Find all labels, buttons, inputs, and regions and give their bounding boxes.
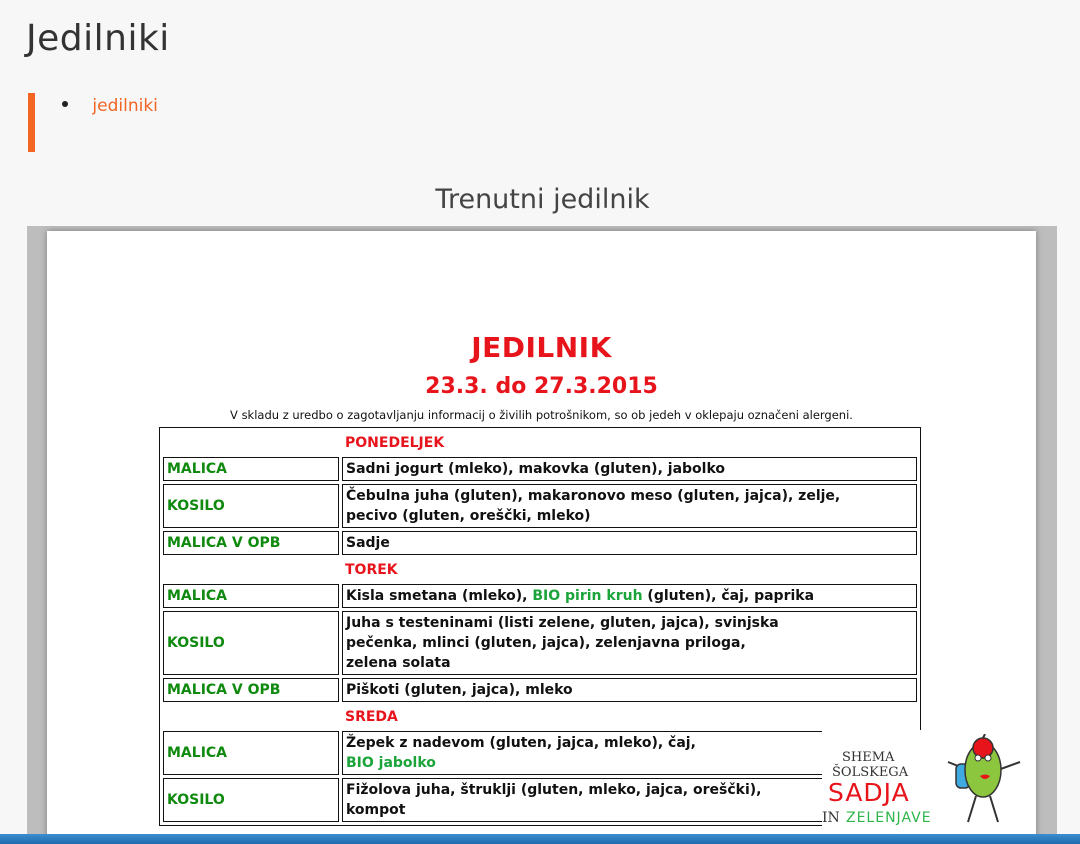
allergen-note: V skladu z uredbo o zagotavljanju informacij o živilih potrošnikom, so ob jedeh v oklepaju označeni alergeni. xyxy=(230,408,853,422)
meal-type: MALICA xyxy=(163,731,339,775)
dish-line: Fižolova juha, štruklji (gluten, mleko, jajca, oreščki), xyxy=(346,782,762,798)
menu-table xyxy=(159,427,921,826)
dish-description xyxy=(342,531,917,555)
meal-type: MALICA xyxy=(163,457,339,481)
bio-item: BIO pirin kruh xyxy=(532,588,643,604)
dish-text: Sadni jogurt (mleko), makovka (gluten), jabolko xyxy=(346,461,726,477)
meal-row xyxy=(163,531,917,555)
meal-row xyxy=(163,611,917,675)
meal-type: KOSILO xyxy=(163,484,339,528)
dish-description xyxy=(342,484,917,528)
dish-line: Čebulna juha (gluten), makaronovo meso (gluten, jajca), zelje, xyxy=(346,488,841,504)
day-name: TOREK xyxy=(345,562,398,578)
page-title: Jedilniki xyxy=(26,18,170,59)
apple-mascot-icon xyxy=(940,734,1026,830)
meal-type: KOSILO xyxy=(163,778,339,822)
day-empty-cell xyxy=(163,558,339,581)
meal-row xyxy=(163,731,917,775)
meal-type: MALICA xyxy=(163,584,339,608)
school-fruit-scheme-logo xyxy=(822,730,1027,832)
submenu-item xyxy=(62,96,158,116)
dish-description xyxy=(342,584,917,608)
day-row xyxy=(163,431,917,454)
day-row xyxy=(163,705,917,728)
logo-text-line3: SADJA xyxy=(828,778,910,807)
logo-text-line4b: ZELENJAVE xyxy=(846,810,932,826)
submenu-accent-bar xyxy=(28,93,35,152)
dish-line: pečenka, mlinci (gluten, jajca), zelenjavna priloga, xyxy=(346,635,746,651)
day-name: SREDA xyxy=(345,709,398,725)
dish-line: pecivo (gluten, oreščki, mleko) xyxy=(346,508,591,524)
day-row xyxy=(163,558,917,581)
taskbar xyxy=(0,834,1080,844)
section-heading: Trenutni jedilnik xyxy=(435,184,650,215)
dish-text: Piškoti (gluten, jajca), mleko xyxy=(346,682,573,698)
meal-row xyxy=(163,484,917,528)
day-empty-cell xyxy=(163,705,339,728)
meal-row xyxy=(163,678,917,702)
logo-text-line2: ŠOLSKEGA xyxy=(832,765,909,780)
dish-text: Sadje xyxy=(346,535,390,551)
day-name: PONEDELJEK xyxy=(345,435,445,451)
meal-row xyxy=(163,584,917,608)
dish-text: Kisla smetana (mleko), xyxy=(346,588,533,604)
submenu-list xyxy=(62,96,158,116)
dish-line: kompot xyxy=(346,802,406,818)
dish-description xyxy=(342,678,917,702)
bio-item: BIO jabolko xyxy=(346,755,436,771)
meal-type: MALICA V OPB xyxy=(163,531,339,555)
meal-type: KOSILO xyxy=(163,611,339,675)
dish-line: Juha s testeninami (listi zelene, gluten, jajca), svinjska xyxy=(346,615,779,631)
meal-row xyxy=(163,778,917,822)
submenu-link-jedilniki[interactable]: jedilniki xyxy=(92,96,158,116)
logo-text-line1: SHEMA xyxy=(842,750,895,765)
dish-description xyxy=(342,611,917,675)
meal-type: MALICA V OPB xyxy=(163,678,339,702)
document-title: JEDILNIK xyxy=(471,331,612,364)
document-dates: 23.3. do 27.3.2015 xyxy=(425,374,658,399)
dish-line: zelena solata xyxy=(346,655,451,671)
dish-text: (gluten), čaj, paprika xyxy=(642,588,815,604)
dish-description xyxy=(342,457,917,481)
meal-row xyxy=(163,457,917,481)
logo-text-line4a: IN xyxy=(822,810,840,826)
dish-line: Žepek z nadevom (gluten, jajca, mleko), čaj, xyxy=(346,735,696,751)
day-empty-cell xyxy=(163,431,339,454)
